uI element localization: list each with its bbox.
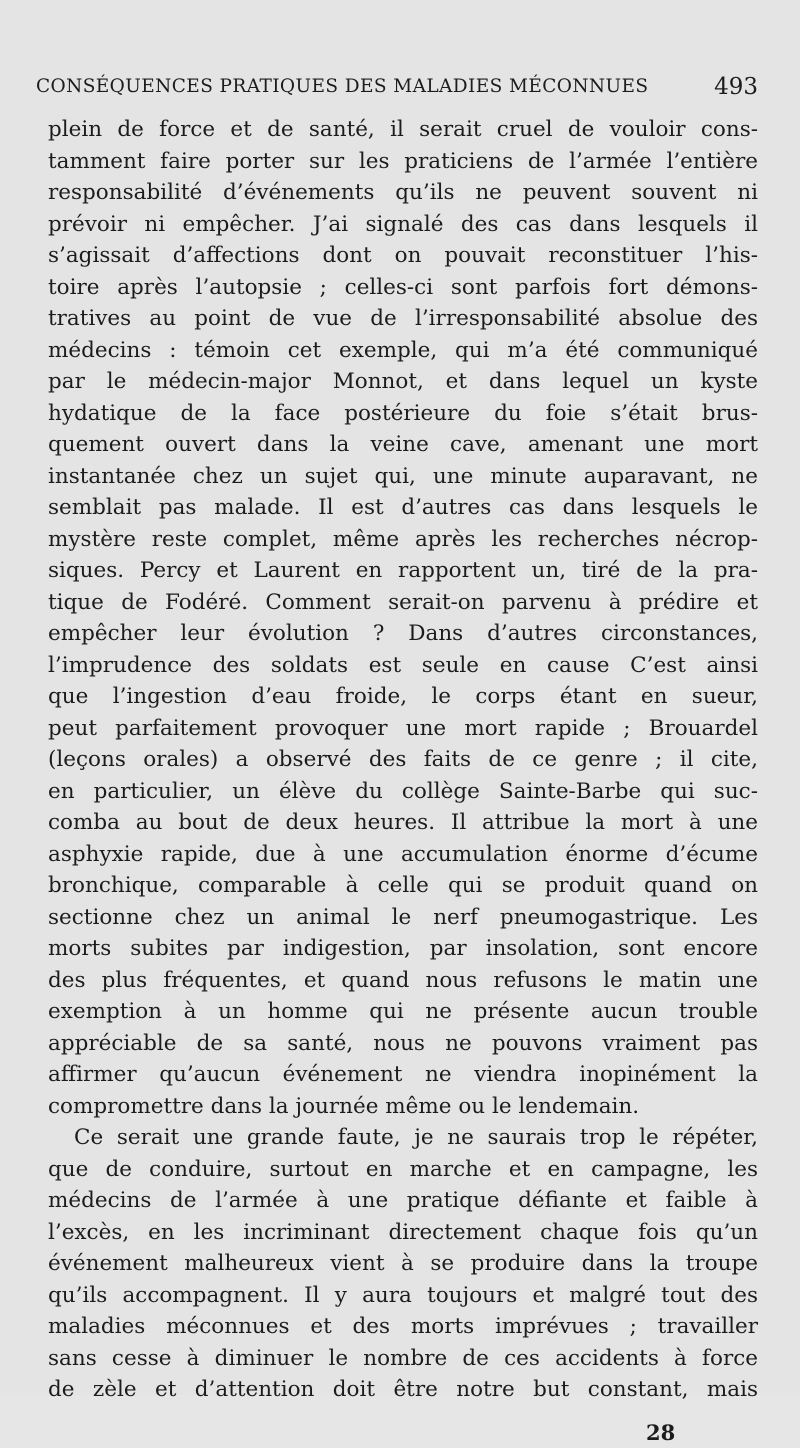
text-line: compromettre dans la journée même ou le lendemain.: [48, 1093, 640, 1119]
text-line: siques. Percy et Laurent en rapportent un, tiré de la pra-: [48, 558, 758, 583]
text-line: événement malheureux vient à se produire dans la troupe: [48, 1251, 758, 1276]
text-line: appréciable de sa santé, nous ne pouvons vraiment pas: [48, 1030, 758, 1056]
text-line: (leçons orales) a observé des faits de ce genre ; il cite,: [48, 747, 758, 772]
text-line: qu’ils accompagnent. Il y aura toujours et malgré tout des: [48, 1282, 758, 1308]
text-line: affirmer qu’aucun événement ne viendra inopinément la: [48, 1062, 758, 1087]
text-line: Ce serait une grande faute, je ne saurais trop le répéter,: [74, 1125, 758, 1150]
text-line: que l’ingestion d’eau froide, le corps étant en sueur,: [48, 684, 758, 709]
text-line: plein de force et de santé, il serait cruel de vouloir cons-: [48, 117, 758, 142]
text-line: de zèle et d’attention doit être notre but constant, mais: [48, 1377, 758, 1402]
running-title: CONSÉQUENCES PRATIQUES DES MALADIES MÉCONNUES: [36, 76, 649, 97]
text-line: maladies méconnues et des morts imprévues ; travailler: [48, 1314, 758, 1339]
text-line: médecins : témoin cet exemple, qui m’a été communiqué: [48, 337, 758, 363]
text-line: empêcher leur évolution ? Dans d’autres circonstances,: [48, 621, 758, 646]
text-line: tique de Fodéré. Comment serait-on parvenu à prédire et: [48, 589, 758, 615]
body-text: [48, 114, 758, 1406]
signature-mark: 28: [646, 1420, 676, 1445]
text-line: quement ouvert dans la veine cave, amenant une mort: [48, 432, 758, 457]
text-line: tratives au point de vue de l’irresponsabilité absolue des: [48, 306, 758, 331]
text-line: des plus fréquentes, et quand nous refusons le matin une: [48, 967, 758, 993]
text-line: toire après l’autopsie ; celles-ci sont parfois fort démons-: [48, 274, 758, 300]
text-line: sectionne chez un animal le nerf pneumogastrique. Les: [48, 904, 758, 930]
text-line: médecins de l’armée à une pratique défiante et faible à: [48, 1188, 758, 1213]
text-line: sans cesse à diminuer le nombre de ces accidents à force: [48, 1345, 758, 1371]
text-line: comba au bout de deux heures. Il attribue la mort à une: [48, 810, 758, 835]
paragraph-2: [48, 1122, 758, 1406]
text-line: l’imprudence des soldats est seule en cause C’est ainsi: [48, 652, 758, 678]
running-header: [36, 70, 758, 104]
text-line: tamment faire porter sur les praticiens de l’armée l’entière: [48, 148, 758, 174]
text-line: semblait pas malade. Il est d’autres cas dans lesquels le: [48, 495, 758, 520]
text-line: exemption à un homme qui ne présente aucun trouble: [48, 999, 758, 1024]
text-line: en particulier, un élève du collège Sainte-Barbe qui suc-: [48, 778, 758, 804]
text-line: que de conduire, surtout en marche et en campagne, les: [48, 1156, 758, 1182]
text-line: peut parfaitement provoquer une mort rapide ; Brouardel: [48, 715, 758, 741]
text-line: asphyxie rapide, due à une accumulation énorme d’écume: [48, 841, 758, 867]
text-line: bronchique, comparable à celle qui se produit quand on: [48, 873, 758, 898]
text-line: s’agissait d’affections dont on pouvait reconstituer l’his-: [48, 243, 758, 268]
text-line: mystère reste complet, même après les recherches nécrop-: [48, 526, 758, 552]
text-line: par le médecin-major Monnot, et dans lequel un kyste: [48, 369, 758, 394]
paragraph-1: [48, 114, 758, 1122]
text-line: prévoir ni empêcher. J’ai signalé des cas dans lesquels il: [48, 211, 758, 237]
page-number: 493: [714, 74, 758, 100]
text-line: l’excès, en les incriminant directement chaque fois qu’un: [48, 1219, 758, 1245]
text-line: instantanée chez un sujet qui, une minute auparavant, ne: [48, 463, 758, 489]
text-line: hydatique de la face postérieure du foie s’était brus-: [48, 400, 758, 426]
text-line: responsabilité d’événements qu’ils ne peuvent souvent ni: [48, 180, 758, 205]
text-line: morts subites par indigestion, par insolation, sont encore: [48, 936, 758, 961]
